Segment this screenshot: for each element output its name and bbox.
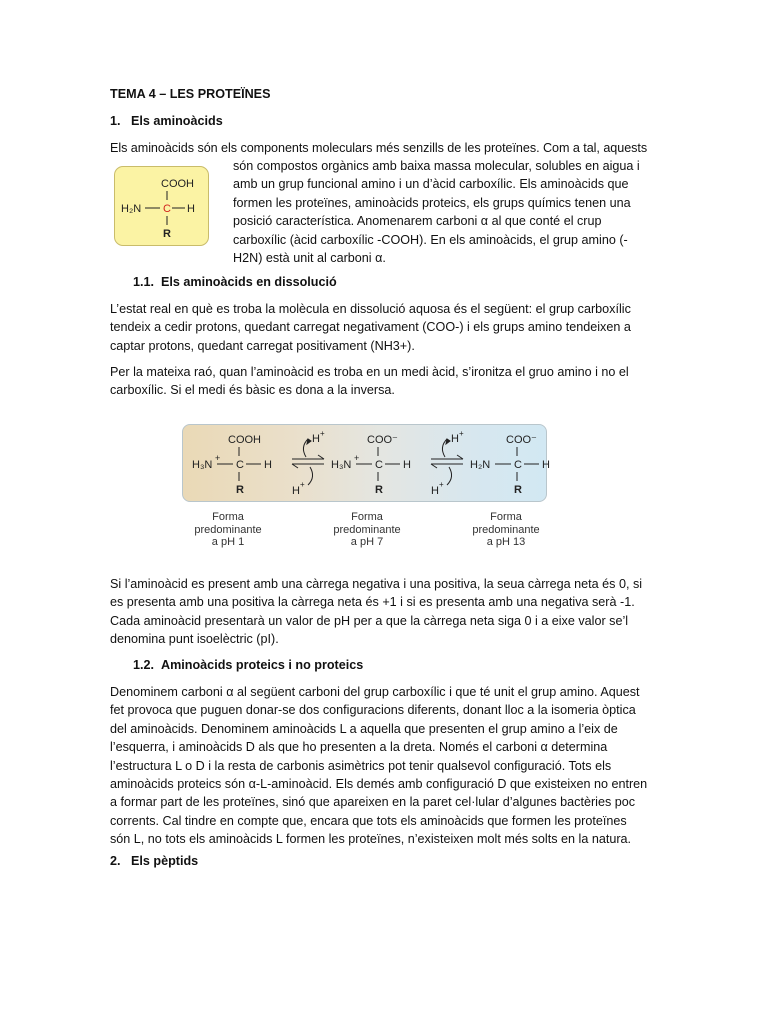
paragraph-line: captar protons, quedant carregat positivament (NH3+). [110,338,415,353]
intro-line-1: Els aminoàcids són els components moleculars més senzills de les proteïnes. Com a tal, aquests [110,141,648,155]
hydrogen-label: H [403,459,411,471]
intro-line-7: H2N) està unit al carboni α. [233,251,386,266]
caption-line: Forma [351,511,383,523]
ionization-forms-svg [183,425,550,501]
caption-line: a pH 1 [211,536,245,548]
carboxyl-label: COOH [228,434,261,446]
arrowhead [318,455,324,459]
proton-label: H [292,485,300,497]
charge-plus: + [215,453,221,463]
paragraph-line: Per la mateixa raó, quan l’aminoàcid es troba en un medi àcid, s’ironitza el gruo amino i no el [110,365,629,379]
caption-line: predominante [472,523,540,536]
paragraph-dissolution [110,300,656,355]
paragraph-line: carboxílic. Si el medi és bàsic es dona a la inversa. [110,383,395,398]
caption-line: predominante [194,523,262,536]
r-group-label: R [375,484,383,496]
ionization-forms-figure [182,424,550,502]
caption-line: Forma [212,511,244,523]
caption-line: Forma [490,511,522,523]
proton-curve-arrow [308,467,313,485]
carboxyl-label: COO⁻ [506,434,537,446]
intro-line-4: formen les proteïnes, aminoàcids proteics, els grups químics tenen una [233,195,631,210]
document-title: TEMA 4 – LES PROTEÏNES [110,87,271,101]
amino-acid-structure-figure [114,166,209,246]
paragraph-line: són L, no tots els aminoàcids L formen les proteïnes, n’existeixen molt més solts en la natura. [110,832,632,847]
paragraph-line: denomina punt isoelèctric (pI). [110,632,279,647]
intro-line-3: amb un grup funcional amino i un d’àcid carboxílic. Els aminoàcids que [233,177,629,192]
paragraph-line: l’estructura L o D i la resta de carbonis asimètrics pot tenir qualsevol configuració. Tots els [110,758,612,773]
paragraph-line: Si l’aminoàcid es present amb una càrrega negativa i una positiva, la seua càrrega neta és 0, si [110,577,643,591]
proton-label: H [312,433,320,445]
h2n-label: H₂N [121,203,142,215]
proton-charge: + [459,429,464,438]
r-group-label: R [236,484,244,496]
r-group-label: R [514,484,522,496]
section-1-heading: 1. Els aminoàcids [110,114,223,128]
hydrogen-label: H [542,459,550,471]
paragraph-proteic [110,683,656,849]
intro-text-wrap [233,157,643,267]
intro-line-6: carboxílic (àcid carboxílic -COOH). En els aminoàcids, el grup amino (- [233,232,628,247]
hydrogen-label: H [187,203,195,215]
caption-ph7 [331,511,403,549]
paragraph-line: a formar part de les proteïnes, sinó que apareixen en la paret cel·lular d’algunes bactèries poc [110,795,636,810]
amino-label: H₃N [331,459,352,471]
proton-label: H [431,485,439,497]
paragraph-net-charge [110,575,656,649]
carbon-label: C [236,459,244,471]
r-group-label: R [163,228,171,240]
arrowhead [292,464,298,468]
proton-charge: + [300,480,305,489]
amino-acid-structure-svg [115,167,208,245]
caption-line: a pH 13 [486,536,526,548]
proton-curve-arrow [447,467,452,485]
paragraph-line: fet provoca que puguen donar-se dos configuracions diferents, donant lloc a la isomeria òptica [110,703,636,718]
carbon-label: C [375,459,383,471]
proton-charge: + [320,429,325,438]
paragraph-line: Cada aminoàcid presentarà un valor de pH per a que la càrrega neta siga 0 i a eixe valor se’l [110,613,629,628]
paragraph-line: Denominem carboni α al següent carboni del grup carboxílic i que té unit el grup amino. Aquest [110,685,640,699]
paragraph-line: es presenta amb una positiva la càrrega neta és +1 i si es presenta amb una negativa serà -1. [110,595,635,610]
carbon-label: C [514,459,522,471]
cooh-label: COOH [161,178,194,190]
carboxyl-label: COO⁻ [367,434,398,446]
caption-ph13 [470,511,542,549]
alpha-carbon-label: C [163,203,171,215]
paragraph-line: l’esquerra, i aminoàcids D als que ho presenten a la dreta. Només el carboni α determina [110,740,608,755]
paragraph-acid-medium [110,363,656,400]
intro-line-5: posició característica. Anomenarem carboni α al que conté el crup [233,214,602,229]
amino-label: H₃N [192,459,213,471]
subsection-1-2-heading: 1.2. Aminoàcids proteics i no proteics [133,658,364,672]
intro-line-2: són compostos orgànics amb baixa massa molecular, solubles en aigua i [233,159,640,173]
paragraph-line: aminoàcids proteics són α-L-aminoàcid. Els demés amb configuració D que existeixen no entren [110,777,648,792]
amino-label: H₂N [470,459,491,471]
arrowhead [446,439,450,444]
arrowhead [431,464,437,468]
arrowhead [457,455,463,459]
proton-label: H [451,433,459,445]
caption-line: a pH 7 [350,536,384,548]
paragraph-line: corrents. Cal tindre en compte que, encara que tots els aminoàcids que formen les proteïnes [110,813,627,828]
hydrogen-label: H [264,459,272,471]
proton-charge: + [439,480,444,489]
arrowhead [307,439,311,444]
section-2-heading: 2. Els pèptids [110,854,199,868]
charge-plus: + [354,453,360,463]
paragraph-line: tendeix a cedir protons, quedant carregat negativament (COO-) i els grups amino tendeixen a [110,320,631,335]
paragraph-line: del aminoàcids. Denominem aminoàcids L a aquella que presenten el grup amino a l’eix de [110,721,618,736]
caption-line: predominante [333,523,401,536]
paragraph-line: L’estat real en què es troba la molècula en dissolució aquosa és el següent: el grup carboxílic [110,302,631,316]
subsection-1-1-heading: 1.1. Els aminoàcids en dissolució [133,275,337,289]
caption-ph1 [192,511,264,549]
